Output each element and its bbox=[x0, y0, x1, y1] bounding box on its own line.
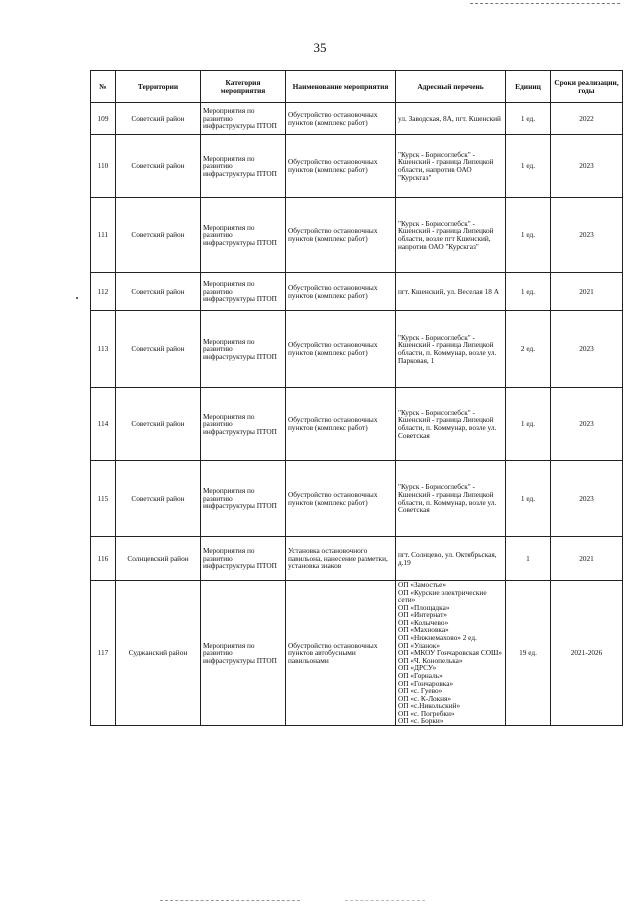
row-name: Установка остановочного павильона, нанесение разметки, установка знаков bbox=[286, 537, 396, 581]
table-row bbox=[91, 135, 623, 198]
address-line: ОП «Площадка» bbox=[398, 602, 450, 612]
row-units: 1 ед. bbox=[506, 198, 551, 273]
row-territory: Советский район bbox=[116, 311, 201, 388]
row-territory: Советский район bbox=[116, 135, 201, 198]
row-period: 2021 bbox=[551, 273, 623, 311]
table-row bbox=[91, 103, 623, 135]
address-line: ОП «с. Борки» bbox=[398, 716, 444, 726]
address-line: ОП «МКОУ Гончаровская СОШ» bbox=[398, 648, 503, 658]
row-units: 19 ед. bbox=[506, 581, 551, 726]
row-num: 110 bbox=[91, 135, 116, 198]
header-name: Наименование мероприятия bbox=[286, 71, 396, 103]
row-units: 2 ед. bbox=[506, 311, 551, 388]
address-line: ОП «Нижнемахово» 2 ед. bbox=[398, 633, 477, 643]
row-name: Обустройство остановочных пунктов автобусными павильонами bbox=[286, 581, 396, 726]
address-line: ОП «с.Никольский» bbox=[398, 701, 461, 711]
row-name: Обустройство остановочных пунктов (комплекс работ) bbox=[286, 198, 396, 273]
row-units: 1 ед. bbox=[506, 103, 551, 135]
header-num: № bbox=[91, 71, 116, 103]
row-period: 2023 bbox=[551, 135, 623, 198]
table-row bbox=[91, 581, 623, 726]
address-line: ОП «с. Гуево» bbox=[398, 686, 443, 696]
address-line: ОП «ДРСУ» bbox=[398, 663, 437, 673]
address-line: ОП «Курские электрические сети» bbox=[398, 587, 487, 605]
row-territory: Солнцевский район bbox=[116, 537, 201, 581]
row-territory: Советский район bbox=[116, 461, 201, 537]
address-line: ОП «Замостье» bbox=[398, 580, 446, 589]
row-category: Мероприятия по развитию инфраструктуры ПТОП bbox=[201, 461, 286, 537]
row-period: 2021 bbox=[551, 537, 623, 581]
header-address: Адресный перечень bbox=[396, 71, 506, 103]
row-name: Обустройство остановочных пунктов (комплекс работ) bbox=[286, 388, 396, 461]
row-period: 2023 bbox=[551, 198, 623, 273]
row-units: 1 ед. bbox=[506, 388, 551, 461]
row-territory: Советский район bbox=[116, 198, 201, 273]
row-address: "Курск - Борисоглебск" - Кшенский - граница Липецкой области, напротив ОАО "Курскгаз" bbox=[396, 135, 506, 198]
row-num: 117 bbox=[91, 581, 116, 726]
bottom-scan-rule-2 bbox=[345, 900, 425, 901]
address-line: ОП «Колычево» bbox=[398, 617, 449, 627]
address-line: ОП «Гончаровка» bbox=[398, 678, 454, 688]
row-units: 1 ед. bbox=[506, 135, 551, 198]
row-address: "Курск - Борисоглебск" - Кшенский - граница Липецкой области, п. Коммунар, возле ул. Парковая, 1 bbox=[396, 311, 506, 388]
row-period: 2023 bbox=[551, 388, 623, 461]
row-territory: Суджанский район bbox=[116, 581, 201, 726]
row-category: Мероприятия по развитию инфраструктуры ПТОП bbox=[201, 537, 286, 581]
header-period: Сроки реализации, годы bbox=[551, 71, 623, 103]
row-num: 116 bbox=[91, 537, 116, 581]
row-category: Мероприятия по развитию инфраструктуры ПТОП bbox=[201, 273, 286, 311]
table-header-row bbox=[91, 71, 623, 103]
header-units: Единиц bbox=[506, 71, 551, 103]
row-category: Мероприятия по развитию инфраструктуры ПТОП bbox=[201, 103, 286, 135]
table-row bbox=[91, 198, 623, 273]
row-address: "Курск - Борисоглебск" - Кшенский - граница Липецкой области, п. Коммунар, возле ул. Советская bbox=[396, 388, 506, 461]
row-num: 113 bbox=[91, 311, 116, 388]
row-period: 2023 bbox=[551, 461, 623, 537]
row-units: 1 ед. bbox=[506, 461, 551, 537]
row-num: 112 bbox=[91, 273, 116, 311]
row-name: Обустройство остановочных пунктов (комплекс работ) bbox=[286, 461, 396, 537]
row-category: Мероприятия по развитию инфраструктуры ПТОП bbox=[201, 581, 286, 726]
row-category: Мероприятия по развитию инфраструктуры ПТОП bbox=[201, 388, 286, 461]
row-category: Мероприятия по развитию инфраструктуры ПТОП bbox=[201, 311, 286, 388]
row-period: 2022 bbox=[551, 103, 623, 135]
table-row bbox=[91, 537, 623, 581]
row-territory: Советский район bbox=[116, 273, 201, 311]
row-category: Мероприятия по развитию инфраструктуры ПТОП bbox=[201, 135, 286, 198]
measures-table bbox=[90, 70, 623, 726]
address-line: ОП «Махновка» bbox=[398, 625, 449, 635]
address-line: ОП «Ч. Конопелька» bbox=[398, 655, 463, 665]
row-num: 111 bbox=[91, 198, 116, 273]
address-line: ОП «с. К-Локня» bbox=[398, 693, 452, 703]
address-line: ОП «Уланок» bbox=[398, 640, 440, 650]
scan-speck bbox=[76, 297, 78, 299]
header-category: Категория мероприятия bbox=[201, 71, 286, 103]
row-address: "Курск - Борисоглебск" - Кшенский - граница Липецкой области, п. Коммунар, возле ул. Советская bbox=[396, 461, 506, 537]
header-territory: Территории bbox=[116, 71, 201, 103]
row-period: 2021-2026 bbox=[551, 581, 623, 726]
table-row bbox=[91, 311, 623, 388]
row-units: 1 bbox=[506, 537, 551, 581]
row-address: пгт. Солнцево, ул. Октябрьская, д.19 bbox=[396, 537, 506, 581]
table-row bbox=[91, 461, 623, 537]
table-row bbox=[91, 388, 623, 461]
row-name: Обустройство остановочных пунктов (комплекс работ) bbox=[286, 273, 396, 311]
address-line: ОП «Интернат» bbox=[398, 610, 448, 620]
row-address: пгт. Кшенский, ул. Веселая 18 А bbox=[396, 273, 506, 311]
top-scan-rule bbox=[470, 3, 620, 4]
row-name: Обустройство остановочных пунктов (комплекс работ) bbox=[286, 103, 396, 135]
row-num: 109 bbox=[91, 103, 116, 135]
bottom-scan-rule bbox=[160, 900, 300, 901]
row-address: "Курск - Борисоглебск" - Кшенский - граница Липецкой области, возле пгт Кшенский, напротив ОАО "Курскгаз" bbox=[396, 198, 506, 273]
row-name: Обустройство остановочных пунктов (комплекс работ) bbox=[286, 311, 396, 388]
address-line: ОП «с. Погребки» bbox=[398, 708, 455, 718]
row-territory: Советский район bbox=[116, 103, 201, 135]
page-number: 35 bbox=[313, 40, 327, 55]
row-territory: Советский район bbox=[116, 388, 201, 461]
row-address-list bbox=[396, 581, 506, 726]
row-num: 114 bbox=[91, 388, 116, 461]
row-category: Мероприятия по развитию инфраструктуры ПТОП bbox=[201, 198, 286, 273]
address-line: ОП «Горналь» bbox=[398, 670, 443, 680]
row-name: Обустройство остановочных пунктов (комплекс работ) bbox=[286, 135, 396, 198]
row-period: 2023 bbox=[551, 311, 623, 388]
row-num: 115 bbox=[91, 461, 116, 537]
table-row bbox=[91, 273, 623, 311]
row-address: ул. Заводская, 8А, пгт. Кшенский bbox=[396, 103, 506, 135]
row-units: 1 ед. bbox=[506, 273, 551, 311]
